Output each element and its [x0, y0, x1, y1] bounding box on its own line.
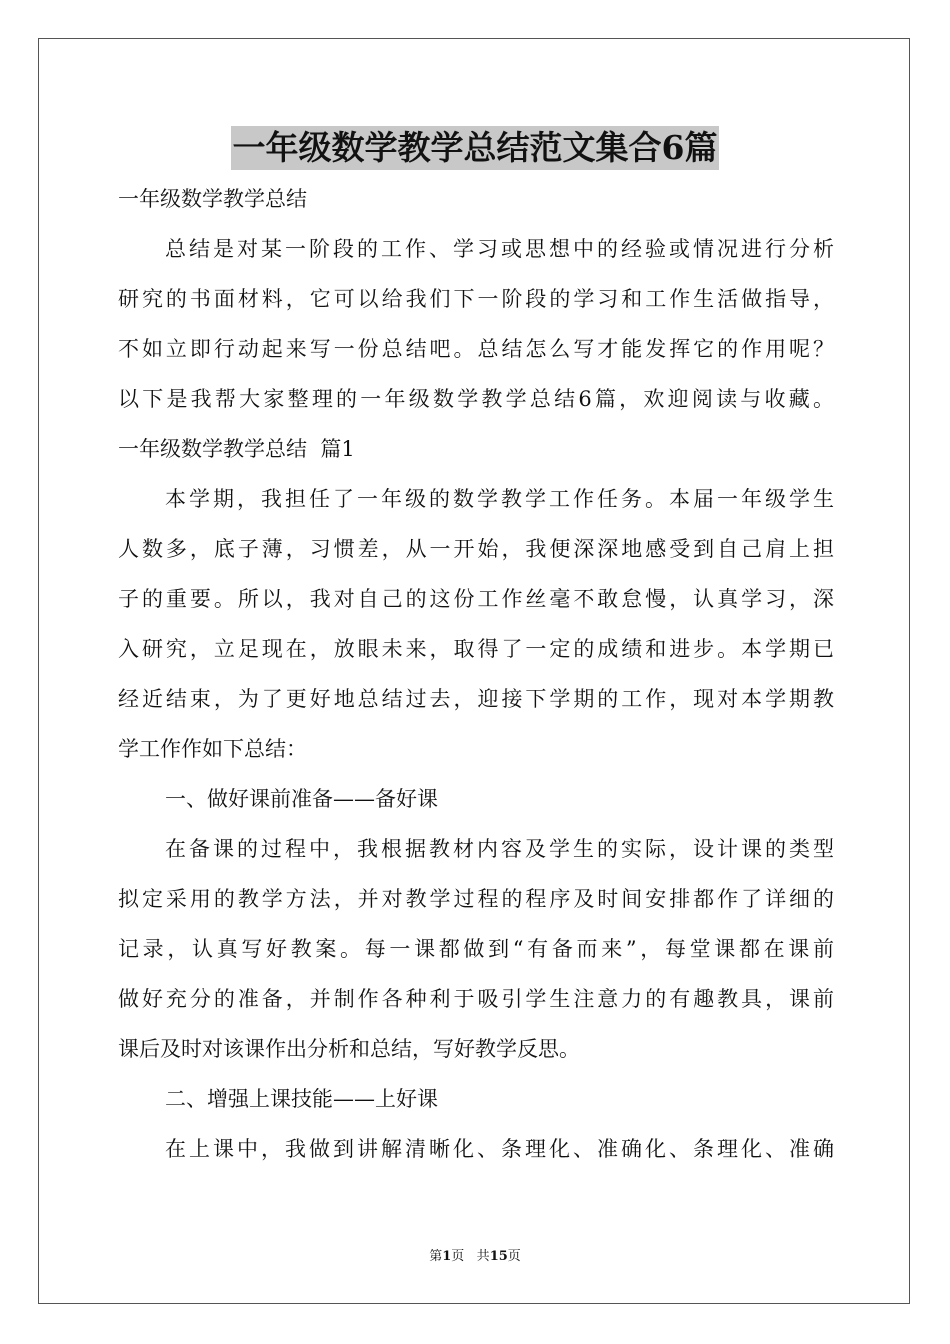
footer-total-unit: 页	[507, 1249, 521, 1264]
footer-total-prefix: 共	[476, 1249, 490, 1264]
paragraph-line: 研究的书面材料，它可以给我们下一阶段的学习和工作生活做指导，	[118, 287, 834, 311]
paragraph-line: 以下是我帮大家整理的一年级数学教学总结6篇，欢迎阅读与收藏。	[118, 387, 834, 411]
paragraph-line: 学工作作如下总结：	[118, 737, 307, 761]
page-footer	[0, 1248, 950, 1266]
subsection-heading: 二、增强上课技能——上好课	[165, 1087, 438, 1111]
footer-total-pages: 15	[489, 1249, 508, 1264]
paragraph-line: 入研究，立足现在，放眼未来，取得了一定的成绩和进步。本学期已	[118, 637, 834, 661]
footer-page-number: 1	[442, 1249, 452, 1264]
paragraph-line: 总结是对某一阶段的工作、学习或思想中的经验或情况进行分析	[165, 237, 834, 261]
paragraph-line: 拟定采用的教学方法，并对教学过程的程序及时间安排都作了详细的	[118, 887, 834, 911]
paragraph-line: 本学期，我担任了一年级的数学教学工作任务。本届一年级学生	[165, 487, 834, 511]
footer-page-prefix: 第	[429, 1249, 443, 1264]
chapter-heading: 一年级数学教学总结 篇1	[118, 437, 355, 461]
paragraph-line: 在备课的过程中，我根据教材内容及学生的实际，设计课的类型	[165, 837, 834, 861]
paragraph-line: 在上课中，我做到讲解清晰化、条理化、准确化、条理化、准确	[165, 1137, 834, 1161]
paragraph-line: 课后及时对该课作出分析和总结，写好教学反思。	[118, 1037, 580, 1061]
paragraph-line: 人数多，底子薄，习惯差，从一开始，我便深深地感受到自己肩上担	[118, 537, 834, 561]
subsection-heading: 一、做好课前准备——备好课	[165, 787, 438, 811]
paragraph-line: 不如立即行动起来写一份总结吧。总结怎么写才能发挥它的作用呢？	[118, 337, 834, 361]
paragraph-line: 做好充分的准备，并制作各种利于吸引学生注意力的有趣教具，课前	[118, 987, 834, 1011]
paragraph-line: 记录，认真写好教案。每一课都做到“有备而来”，每堂课都在课前	[118, 937, 834, 961]
title-container	[0, 126, 950, 170]
document-title: 一年级数学教学总结范文集合6篇	[231, 126, 720, 170]
section-heading: 一年级数学教学总结	[118, 187, 307, 211]
paragraph-line: 经近结束，为了更好地总结过去，迎接下学期的工作，现对本学期教	[118, 687, 834, 711]
paragraph-line: 子的重要。所以，我对自己的这份工作丝毫不敢怠慢，认真学习，深	[118, 587, 834, 611]
footer-page-unit: 页	[451, 1249, 465, 1264]
page-border	[38, 38, 910, 1304]
